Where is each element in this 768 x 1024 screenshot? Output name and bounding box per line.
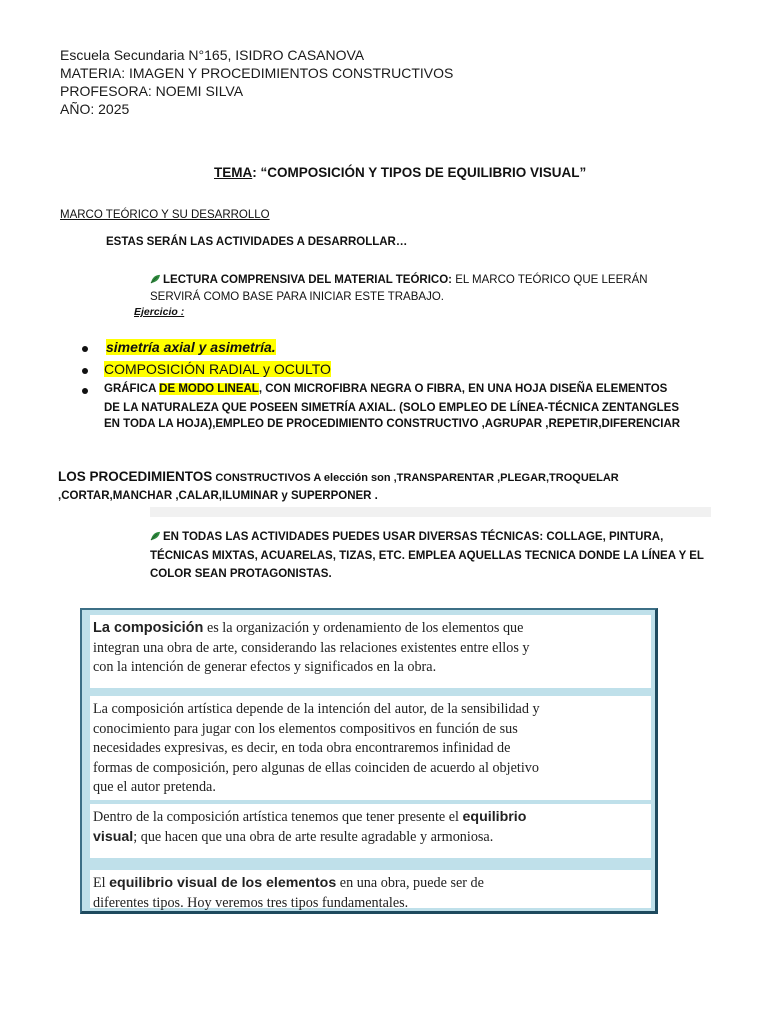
tecnicas-line3: COLOR SEAN PROTAGONISTAS.: [150, 568, 332, 580]
lectura-bold: LECTURA COMPRENSIVA DEL MATERIAL TEÓRICO:: [163, 274, 452, 286]
tecnicas-line1: EN TODAS LAS ACTIVIDADES PUEDES USAR DIVERSAS TÉCNICAS: COLLAGE, PINTURA,: [150, 529, 663, 546]
bullet-dot: [82, 388, 88, 394]
term-equilibrio-visual: equilibrio visual de los elementos: [109, 875, 337, 891]
leaf-icon: [150, 531, 161, 541]
term-composicion: La composición: [93, 620, 204, 636]
ejercicio-label: Ejercicio :: [134, 306, 185, 318]
tema-title: : “COMPOSICIÓN Y TIPOS DE EQUILIBRIO VISUAL”: [252, 165, 587, 180]
term-visual: visual: [93, 828, 134, 845]
procedimientos-line2: ,CORTAR,MANCHAR ,CALAR,ILUMINAR y SUPERPONER .: [58, 490, 378, 502]
bullet-grafica-line3: EN TODA LA HOJA),EMPLEO DE PROCEDIMIENTO CONSTRUCTIVO ,AGRUPAR ,REPETIR,DIFERENCIAR: [104, 418, 681, 430]
marco-heading: MARCO TEÓRICO Y SU DESARROLLO: [60, 209, 270, 221]
teacher-line: PROFESORA: NOEMI SILVA: [60, 83, 244, 99]
tecnicas-line2: TÉCNICAS MIXTAS, ACUARELAS, TIZAS, ETC. EMPLEA AQUELLAS TECNICA DONDE LA LÍNEA Y EL: [150, 550, 704, 562]
lectura-rest: EL MARCO TEÓRICO QUE LEERÁN: [452, 274, 648, 286]
lectura-line2: SERVIRÁ COMO BASE PARA INICIAR ESTE TRABAJO.: [150, 291, 444, 303]
leaf-icon: [150, 274, 161, 284]
lectura-line1: [150, 272, 648, 289]
subject-line: MATERIA: IMAGEN Y PROCEDIMIENTOS CONSTRUCTIVOS: [60, 65, 454, 81]
theory-box-tipos: El equilibrio visual de los elementos en una obra, puede ser de diferentes tipos. Hoy veremos tres tipos fundamentales.: [90, 870, 651, 908]
theory-box-equilibrio: Dentro de la composición artística tenemos que tener presente el equilibrio visual; que hacen que una obra de arte resulte agradable y armoniosa.: [90, 804, 651, 858]
bullet-grafica-line1: GRÁFICA DE MODO LINEAL, CON MICROFIBRA NEGRA O FIBRA, EN UNA HOJA DISEÑA ELEMENTOS: [104, 383, 668, 395]
year-line: AÑO: 2025: [60, 101, 130, 117]
divider: [150, 507, 711, 517]
bullet-radial: COMPOSICIÓN RADIAL y OCULTO: [104, 361, 331, 377]
bullet-simetria: simetría axial y asimetría.: [106, 339, 276, 355]
bullet-dot: [82, 346, 88, 352]
term-equilibrio: equilibrio: [462, 809, 527, 825]
page-title: [214, 165, 586, 180]
theory-panel: [80, 608, 658, 914]
bullet-grafica-line2: DE LA NATURALEZA QUE POSEEN SIMETRÍA AXIAL. (SOLO EMPLEO DE LÍNEA-TÉCNICA ZENTANGLES: [104, 402, 680, 414]
procedimientos-line1: LOS PROCEDIMIENTOS CONSTRUCTIVOS A elección son ,TRANSPARENTAR ,PLEGAR,TROQUELAR: [58, 469, 619, 484]
activities-intro: ESTAS SERÁN LAS ACTIVIDADES A DESARROLLAR…: [106, 236, 408, 248]
theory-box-artistica: La composición artística depende de la intención del autor, de la sensibilidad y conocimiento para jugar con los elementos compositivos en función de sus necesidades expresivas, es decir, en toda obra encontraremos infinidad de formas de composición, pero algunas de ellas coinciden de acuerdo al objetivo que el autor pretenda.: [90, 696, 651, 800]
theory-box-composicion: La composición es la organización y ordenamiento de los elementos que integran una obra de arte, considerando las relaciones existentes entre ellos y con la intención de generar efectos y significados en la obra.: [90, 615, 651, 688]
school-name: Escuela Secundaria N°165, ISIDRO CASANOVA: [60, 47, 365, 63]
tema-label: TEMA: [214, 165, 253, 180]
bullet-dot: [82, 368, 88, 374]
